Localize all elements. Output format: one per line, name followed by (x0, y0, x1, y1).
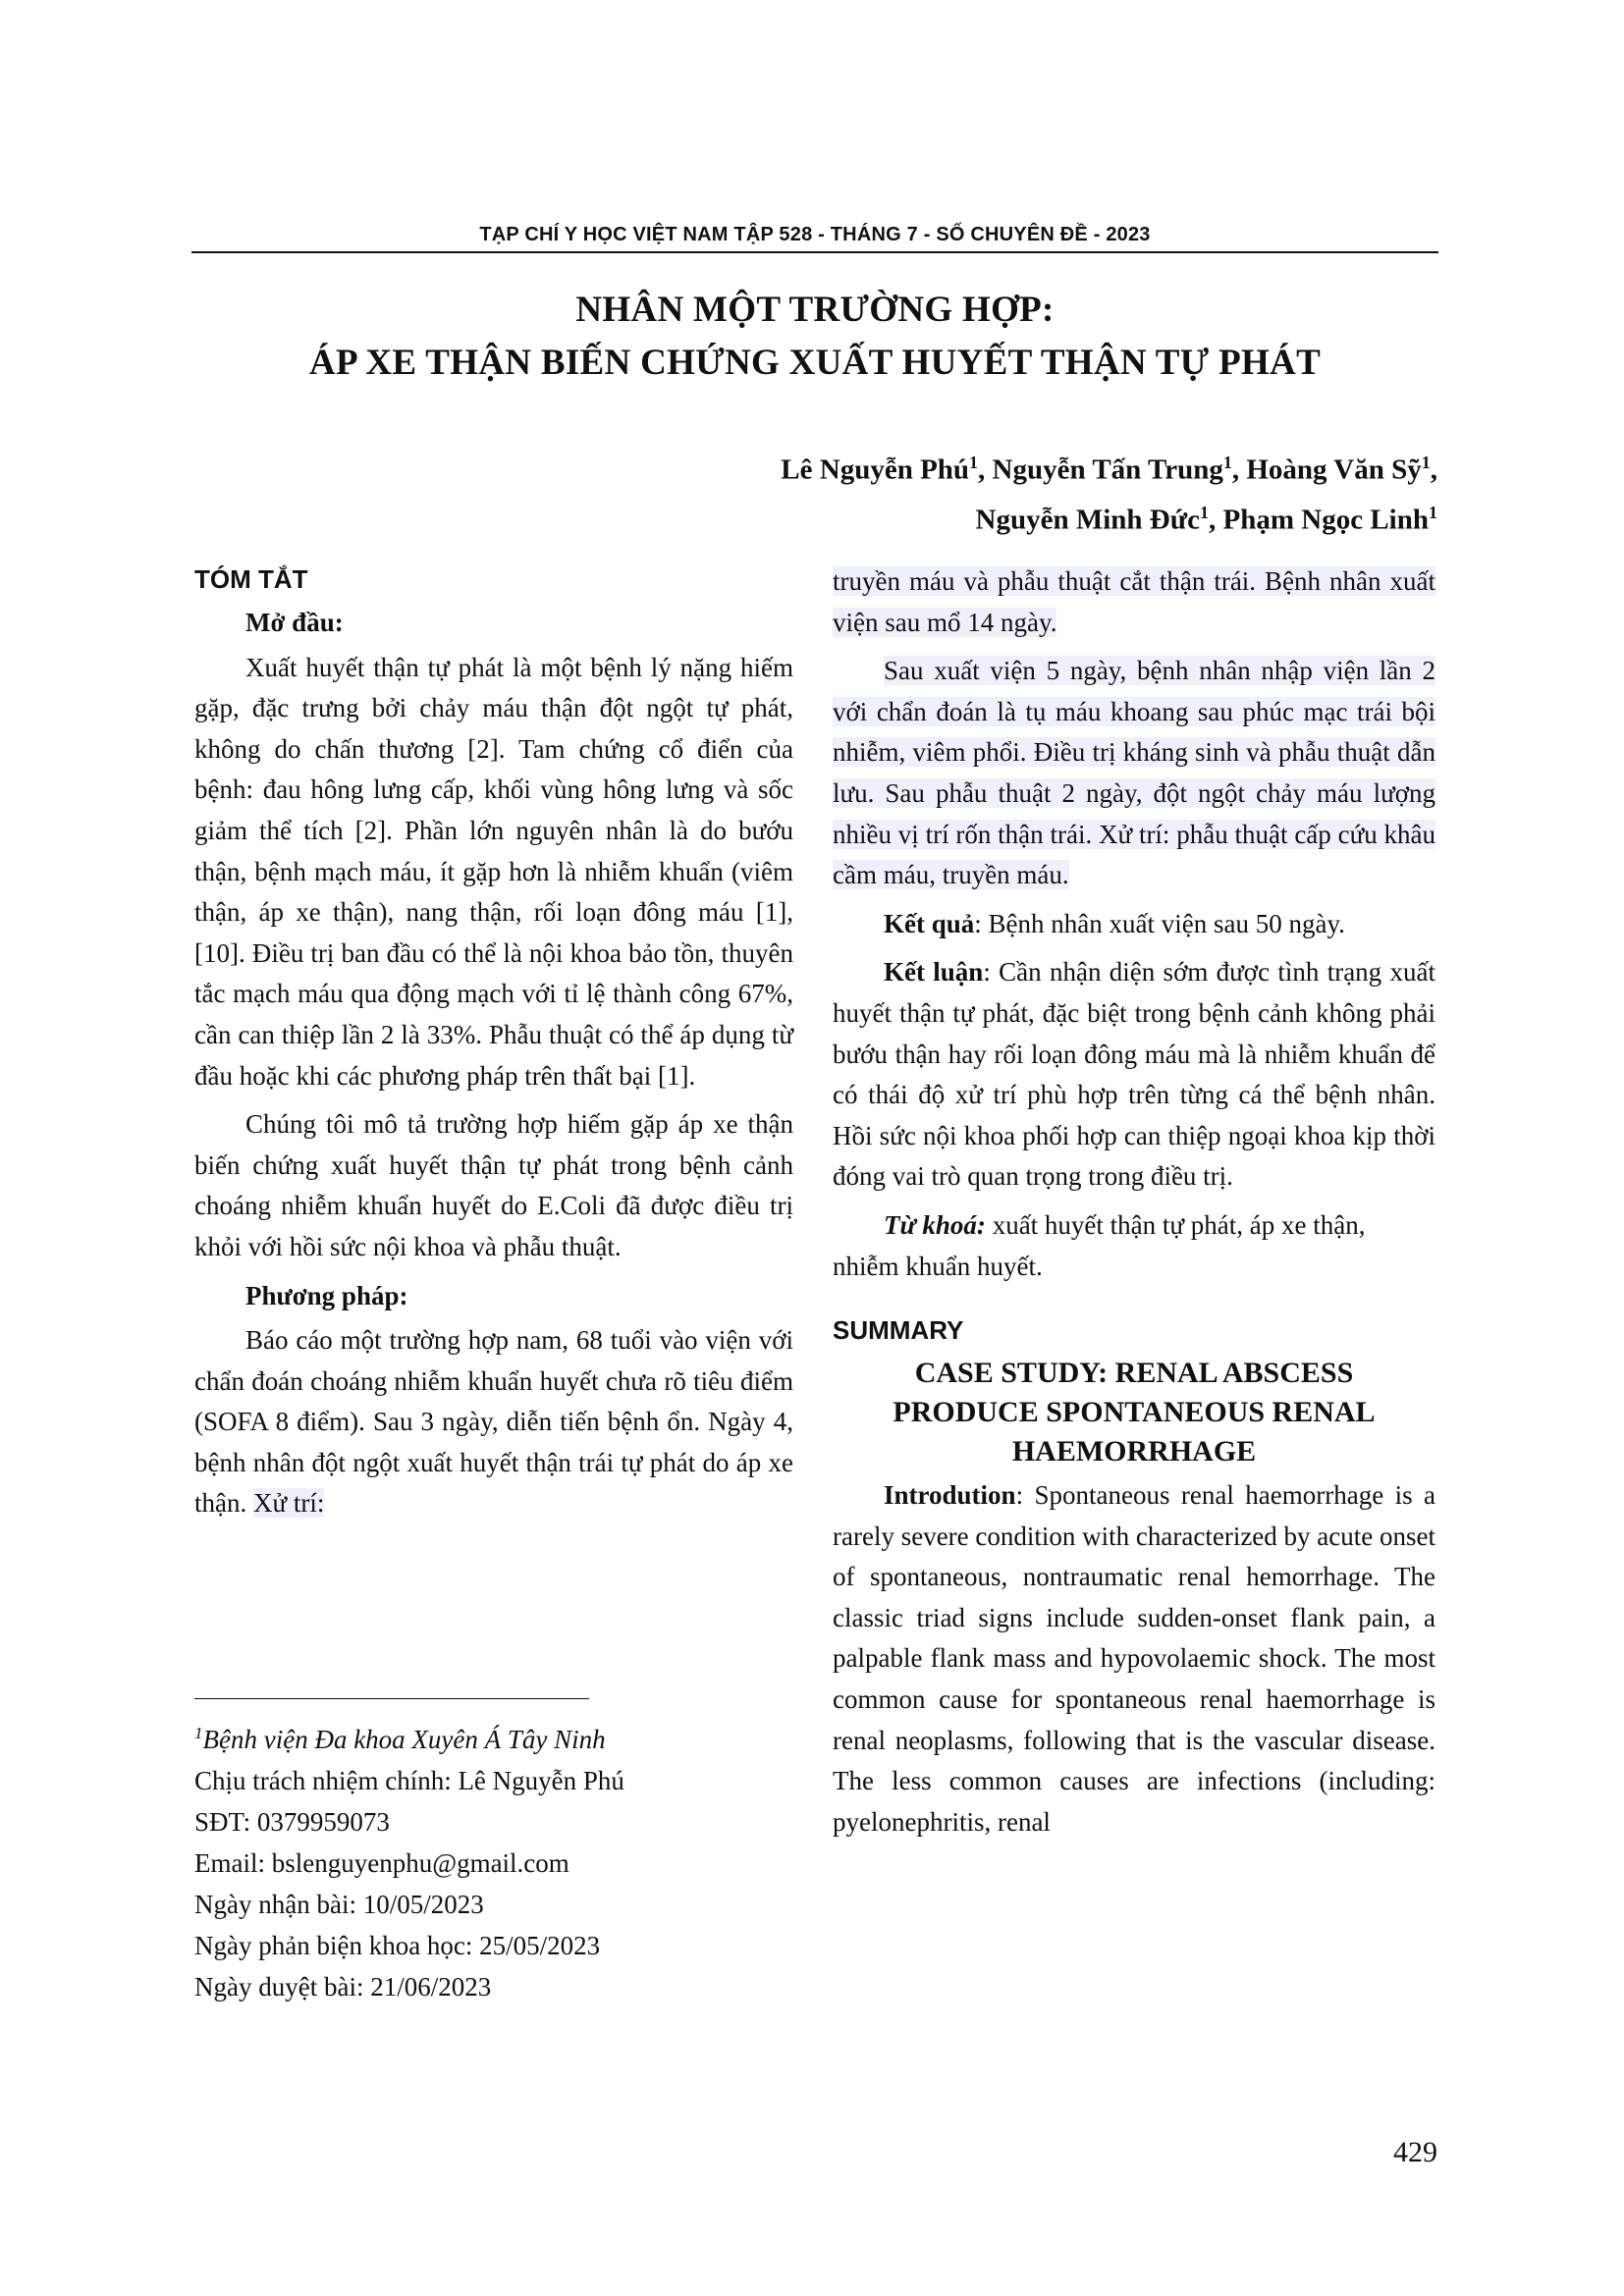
keywords-paragraph (833, 1205, 1435, 1287)
intro-heading: Mở đầu: (245, 608, 344, 637)
paper-title-line-2: ÁP XE THẬN BIẾN CHỨNG XUẤT HUYẾT THẬN TỰ PHÁT (308, 343, 1322, 383)
intro-paragraph-1: Xuất huyết thận tự phát là một bệnh lý nặng hiếm gặp, đặc trưng bởi chảy máu thận đột ngột tự phát, không do chấn thương [2]. Tam chứng cổ điển của bệnh: đau hông lưng cấp, khối vùng hông lưng và sốc giảm thể tích [2]. Phần lớn nguyên nhân là do bướu thận, bệnh mạch máu, ít gặp hơn là nhiễm khuẩn (viêm thận, áp xe thận), nang thận, rối loạn đông máu [1], [10]. Điều trị ban đầu có thể là nội khoa bảo tồn, thuyên tắc mạch máu qua động mạch với tỉ lệ thành công 67%, cần can thiệp lần 2 là 33%. Phẫu thuật có thể áp dụng từ đầu hoặc khi các phương pháp trên thất bại [1]. (194, 652, 793, 1091)
english-title-line-2: PRODUCE SPONTANEOUS RENAL (893, 1396, 1376, 1429)
page-number: 429 (1393, 2136, 1437, 2168)
affiliation-mark: 1 (1222, 453, 1232, 472)
result-paragraph (833, 904, 1435, 945)
responsible-author: Chịu trách nhiệm chính: Lê Nguyễn Phú (194, 1766, 624, 1795)
english-title (833, 1354, 1435, 1471)
affiliation-mark: 1 (969, 453, 979, 472)
author-4: Nguyễn Minh Đức (975, 504, 1201, 536)
keywords-text: xuất huyết thận tự phát, áp xe thận, nhiễm khuẩn huyết. (833, 1209, 1366, 1281)
english-intro-text: : Spontaneous renal haemorrhage is a rarely severe condition with characterized by acute onset of spontaneous, nontraumatic renal hemorrhage. The classic triad signs include sudden-onset flank pain, a palpable flank mass and hypovolaemic shock. The most common cause for spontaneous renal haemorrhage is renal neoplasms, following that is the vascular disease. The less common causes are infections (including: pyelonephritis, renal (833, 1480, 1435, 1837)
review-date: Ngày phản biện khoa học: 25/05/2023 (194, 1931, 601, 1960)
result-text: : Bệnh nhân xuất viện sau 50 ngày. (974, 908, 1345, 938)
journal-header: TẠP CHÍ Y HỌC VIỆT NAM TẬP 528 - THÁNG 7 - SỐ CHUYÊN ĐỀ - 2023 (479, 224, 1151, 245)
abstract-heading: TÓM TẮT (194, 564, 308, 594)
method-paragraph-2-text: Sau xuất viện 5 ngày, bệnh nhân nhập viện lần 2 với chẩn đoán là tụ máu khoang sau phúc mạc trái bội nhiễm, viêm phổi. Điều trị kháng sinh và phẫu thuật dẫn lưu. Sau phẫu thuật 2 ngày, đột ngột chảy máu lượng nhiều vị trí rốn thận trái. Xử trí: phẫu thuật cấp cứu khâu cầm máu, truyền máu. (833, 656, 1435, 890)
method-text: Báo cáo một trường hợp nam, 68 tuổi vào viện với chẩn đoán choáng nhiễm khuẩn huyết chưa rõ tiêu điểm (SOFA 8 điểm). Sau 3 ngày, diễn tiến bệnh ổn. Ngày 4, bệnh nhân đột ngột xuất huyết thận trái tự phát do áp xe thận. (194, 1325, 793, 1519)
received-date: Ngày nhận bài: 10/05/2023 (194, 1890, 484, 1919)
phone: SĐT: 0379959073 (194, 1807, 390, 1837)
result-label: Kết quả (884, 908, 975, 938)
english-title-line-3: HAEMORRHAGE (1011, 1435, 1257, 1468)
conclusion-text: : Cần nhận diện sớm được tình trạng xuất huyết thận tự phát, đặc biệt trong bệnh cảnh không phải bướu thận hay rối loạn đông máu mà là nhiễm khuẩn để có thái độ xử trí phù hợp trên từng cá thể bệnh nhân. Hồi sức nội khoa phối hợp can thiệp ngoại khoa kịp thời đóng vai trò quan trọng trong điều trị. (833, 957, 1435, 1192)
method-continuation-text: truyền máu và phẫu thuật cắt thận trái. Bệnh nhân xuất viện sau mổ 14 ngày. (833, 566, 1435, 637)
paper-title-line-1: NHÂN MỘT TRƯỜNG HỢP: (575, 290, 1055, 330)
author-5: Phạm Ngọc Linh (1222, 504, 1429, 536)
keywords-label: Từ khoá: (884, 1209, 986, 1240)
email: Email: bslenguyenphu@gmail.com (194, 1848, 569, 1878)
method-action-label: Xử trí: (253, 1488, 325, 1519)
affiliation: Bệnh viện Đa khoa Xuyên Á Tây Ninh (202, 1725, 606, 1754)
author-2: Nguyễn Tấn Trung (992, 454, 1223, 486)
left-column (194, 561, 793, 1532)
affiliation-mark: 1 (1421, 453, 1431, 472)
method-continuation (833, 561, 1435, 643)
method-paragraph-2 (833, 651, 1435, 896)
summary-heading: SUMMARY (833, 1315, 964, 1346)
intro-paragraph-2: Chúng tôi mô tả trường hợp hiếm gặp áp xe thận biến chứng xuất huyết thận tự phát trong bệnh cảnh choáng nhiễm khuẩn huyết do E.Coli đã được điều trị khỏi với hồi sức nội khoa và phẫu thuật. (194, 1109, 793, 1261)
conclusion-label: Kết luận (884, 957, 984, 988)
accepted-date: Ngày duyệt bài: 21/06/2023 (194, 1972, 492, 2002)
affiliation-mark: 1 (194, 1724, 203, 1742)
english-intro-label: Introdution (884, 1480, 1016, 1511)
conclusion-paragraph (833, 952, 1435, 1198)
english-intro-paragraph (833, 1475, 1435, 1842)
method-paragraph-1 (194, 1320, 793, 1524)
english-title-line-1: CASE STUDY: RENAL ABSCESS (914, 1357, 1354, 1390)
header-rule (191, 251, 1438, 253)
author-list: Lê Nguyễn Phú$^1$, Nguyễn Tấn Trung$^1$, Hoàng Văn Sỹ$^1$, Nguyễn Minh Đức$^1$, Phạm Ngọc Linh$^1$ (781, 453, 1437, 536)
author-3: Hoàng Văn Sỹ (1246, 454, 1422, 486)
author-1: Lê Nguyễn Phú (781, 454, 970, 486)
footnotes (194, 1713, 624, 2007)
method-heading: Phương pháp: (245, 1280, 408, 1310)
affiliation-mark: 1 (1429, 502, 1437, 522)
footnote-rule (194, 1698, 589, 1699)
right-column (833, 561, 1435, 1850)
affiliation-mark: 1 (1200, 502, 1210, 522)
